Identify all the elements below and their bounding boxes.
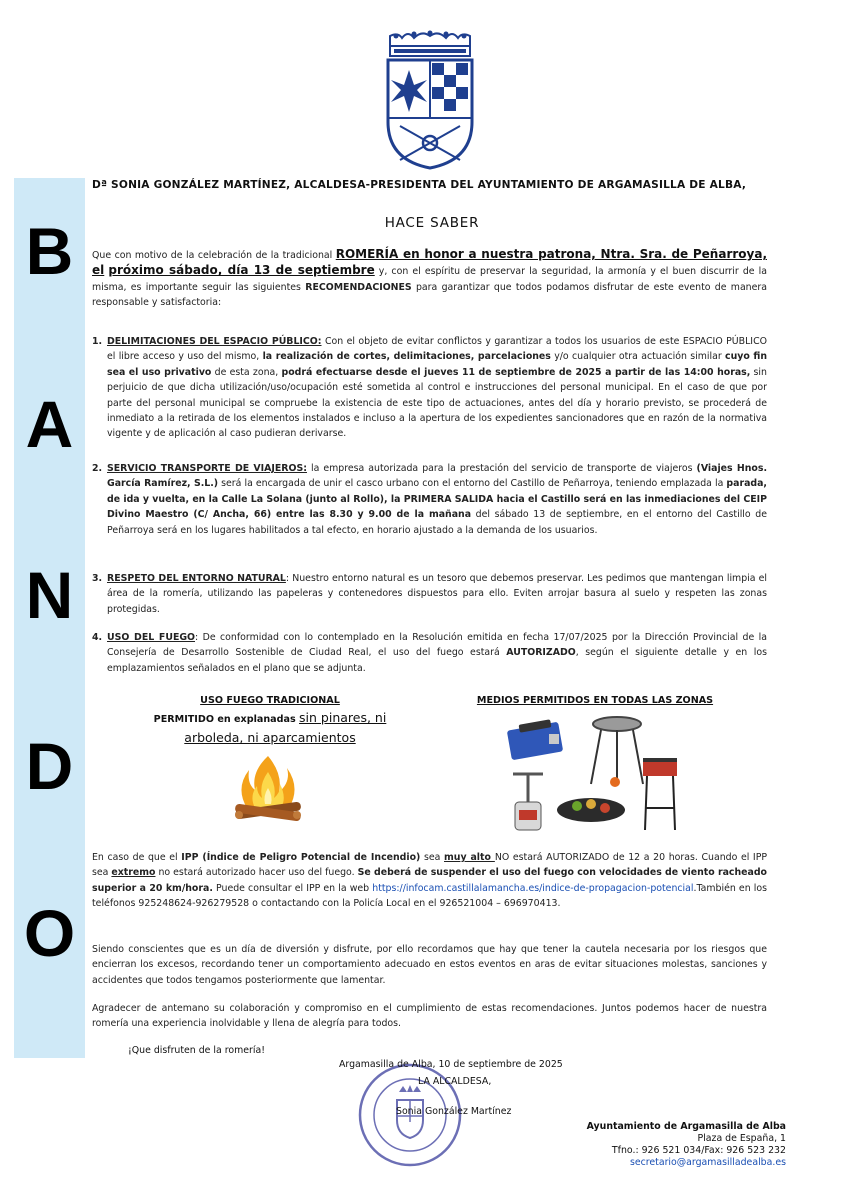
ipp-paragraph: En caso de que el IPP (Índice de Peligro Potencial de Incendio) sea muy alto NO estará AUTORIZADO de 12 a 20 horas. Cuando el IPP sea extremo no estará autorizado hacer uso del fuego. Se deberá de suspender el uso del fuego con velocidades de viento racheado superior a 20 km/hora. Puede consultar el IPP en la web https://infocam.castillalamancha.es/indice-de-propagacion-potencial.También en los teléfonos 925248624-926279528 o contactando con la Policía Local en el 926521004 – 696970413. [92, 852, 768, 910]
campfire-icon [225, 752, 311, 826]
list-item: 4. USO DEL FUEGO: De conformidad con lo contemplado en la Resolución emitida en fecha 17/07/2025 por la Dirección Provincial de la Consejería de Desarrollo Sostenible de Ciudad Real, el uso del fuego estará AUTORIZADO, según el siguiente detalle y en los emplazamientos señalados en el plano que se adjunta. [92, 632, 767, 674]
enjoy-line: ¡Que disfruten de la romería! [128, 1045, 266, 1056]
allowed-means-title: MEDIOS PERMITIDOS EN TODAS LAS ZONAS [476, 695, 714, 706]
signer-name: Sonia González Martínez [396, 1106, 512, 1117]
romeria-highlight: ROMERÍA en honor a nuestra patrona, Ntra. Sra. de Peñarroya, el [92, 247, 767, 278]
item-title: RESPETO DEL ENTORNO NATURAL [107, 573, 286, 584]
camping-stoves-icon [505, 712, 680, 832]
footer-block [560, 1121, 786, 1169]
sidebar-letter: O [23, 896, 76, 970]
signer-role: LA ALCALDESA, [418, 1076, 492, 1087]
footer-address: Plaza de España, 1 [697, 1133, 786, 1144]
issuer-line: Dª SONIA GONZÁLEZ MARTÍNEZ, ALCALDESA-PRESIDENTA DEL AYUNTAMIENTO DE ARGAMASILLA DE ALBA, [92, 179, 747, 191]
hace-saber-heading: HACE SABER [384, 215, 480, 231]
sidebar-letter: N [25, 558, 74, 632]
bando-sidebar [14, 178, 85, 1058]
coat-of-arms-icon [384, 30, 476, 170]
closing-paragraph: Siendo conscientes que es un día de diversión y disfrute, por ello recordamos que hay que tener la cautela necesaria por los riesgos que encierran los excesos, recordando tener un comportamiento adecuado en estos eventos en aras de evitar situaciones molestas, sanciones y accidentes que todos tengamos posteriormente que lamentar. [92, 944, 767, 986]
place-date: Argamasilla de Alba, 10 de septiembre de 2025 [339, 1059, 563, 1070]
list-item: 1. DELIMITACIONES DEL ESPACIO PÚBLICO: Con el objeto de evitar conflictos y garantizar a todos los usuarios de este ESPACIO PÚBLICO el libre acceso y uso del mismo, la realización de cortes, delimitaciones, parcelaciones y/o cualquier otra actuación similar cuyo fin sea el uso privativo de esta zona, podrá efectuarse desde el jueves 11 de septiembre de 2025 a partir de las 14:00 horas, sin perjuicio de que dicha utilización/uso/ocupación esté sometida al control e instrucciones del personal municipal. En el caso de que por parte del personal municipal se compruebe la existencia de este tipo de actuaciones, antes del día y horario previsto, se procederá de inmediato a la retirada de los elementos instalados e incluso a la apertura de los expedientes sancionadores que en razón de la normativa vigente y de aplicación al caso pudieran derivarse. [92, 336, 768, 440]
traditional-fire-permit: PERMITIDO en explanadas sin pinares, ni arboleda, ni aparcamientos [153, 710, 387, 745]
item-title: DELIMITACIONES DEL ESPACIO PÚBLICO: [107, 336, 322, 347]
date-highlight: próximo sábado, día 13 de septiembre [108, 263, 375, 278]
thanks-paragraph: Agradecer de antemano su colaboración y compromiso en el cumplimiento de estas recomendaciones. Juntos podemos hacer de nuestra romería una experiencia inolvidable y llena de alegría para todos. [92, 1003, 767, 1030]
footer-email-link[interactable]: secretario@argamasilladealba.es [629, 1157, 786, 1168]
sidebar-letter: A [25, 387, 74, 461]
sidebar-letter: D [25, 729, 74, 803]
sidebar-letter: B [25, 214, 74, 288]
ipp-link[interactable]: https://infocam.castillalamancha.es/indice-de-propagacion-potencial [372, 882, 694, 894]
list-item: 2. SERVICIO TRANSPORTE DE VIAJEROS: la empresa autorizada para la prestación del servicio de transporte de viajeros (Viajes Hnos. García Ramírez, S.L.) será la encargada de unir el casco urbano con el entorno del Castillo de Peñarroya, teniendo emplazada la parada, de ida y vuelta, en la Calle La Solana (junto al Rollo), la PRIMERA SALIDA hacia el Castillo será en las inmediaciones del CEIP Divino Maestro (C/ Ancha, 66) entre las 8.30 y 9.00 de la mañana del sábado 13 de septiembre, en el entorno del Castillo de Peñarroya será en los lugares habilitados a tal efecto, en horario ajustado a la demanda de los usuarios. [92, 463, 768, 536]
item-title: USO DEL FUEGO [107, 632, 196, 643]
item-title: SERVICIO TRANSPORTE DE VIAJEROS: [107, 463, 307, 474]
footer-phone: Tfno.: 926 521 034/Fax: 926 523 232 [611, 1145, 786, 1156]
traditional-fire-title: USO FUEGO TRADICIONAL [200, 695, 340, 706]
intro-paragraph: Que con motivo de la celebración de la tradicional ROMERÍA en honor a nuestra patrona, Ntra. Sra. de Peñarroya, el próximo sábado, día 13 de septiembre y, con el espíritu de preservar la seguridad, la armonía y el buen discurrir de la misma, es importante seguir las siguientes RECOMENDACIONES para garantizar que todos podamos disfrutar de este evento de manera responsable y satisfactoria: [92, 247, 767, 309]
list-item: 3. RESPETO DEL ENTORNO NATURAL: Nuestro entorno natural es un tesoro que debemos preservar. Les pedimos que mantengan limpia el área de la romería, utilizando las papeleras y contenedores dispuestos para ello. Eviten arrojar basura al suelo y respeten las zonas protegidas. [92, 573, 768, 615]
footer-org: Ayuntamiento de Argamasilla de Alba [586, 1121, 786, 1132]
